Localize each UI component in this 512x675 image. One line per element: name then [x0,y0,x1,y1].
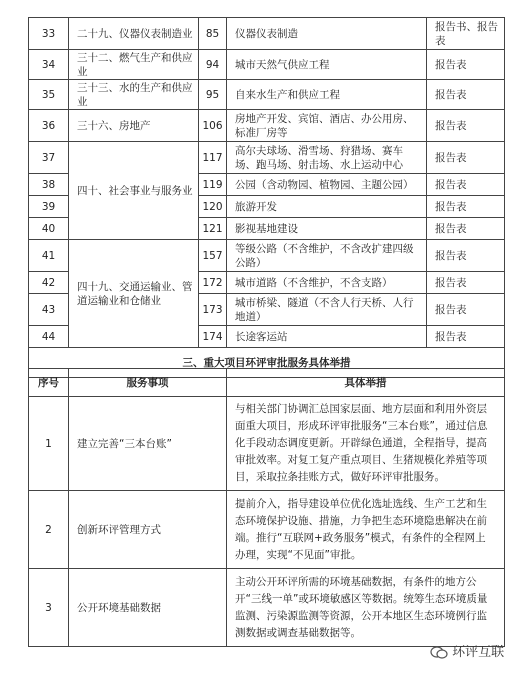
category-code: 174 [199,326,227,348]
document-type: 报告表 [427,294,505,326]
table-row [29,110,505,142]
wechat-icon [430,646,448,659]
project-type: 高尔夫球场、滑雪场、狩猎场、赛车场、跑马场、射击场、水上运动中心 [227,142,427,174]
sector-name: 三十六、房地产 [69,110,199,142]
service-item: 公开环境基础数据 [69,569,227,647]
row-number: 35 [29,80,69,110]
document-type: 报告表 [427,218,505,240]
row-number: 40 [29,218,69,240]
sector-name: 三十二、燃气生产和供应业 [69,50,199,80]
service-item: 建立完善“三本台账” [69,397,227,491]
row-number: 33 [29,18,69,50]
category-code: 85 [199,18,227,50]
row-number: 2 [29,491,69,569]
table-row [29,18,505,50]
project-type: 城市道路（不含维护，不含支路） [227,272,427,294]
document-type: 报告表 [427,110,505,142]
project-type: 城市天然气供应工程 [227,50,427,80]
category-code: 121 [199,218,227,240]
document-type: 报告表 [427,80,505,110]
table-row [29,142,505,174]
header-measure: 具体举措 [227,369,505,397]
category-code: 117 [199,142,227,174]
measure-text: 与相关部门协调汇总国家层面、地方层面和利用外资层面重大项目，形成环评审批服务“三本台账”，通过信息化手段动态调度更新。开辟绿色通道，全程指导，提高审批效率。对复工复产重点项目、生猪规模化养殖等项目，采取拉条挂账方式，做好环评审批服务。 [227,397,505,491]
category-code: 173 [199,294,227,326]
sector-name: 四十九、交通运输业、管道运输业和仓储业 [69,240,199,348]
row-number: 36 [29,110,69,142]
project-type: 影视基地建设 [227,218,427,240]
table-row [29,80,505,110]
row-number: 44 [29,326,69,348]
row-number: 3 [29,569,69,647]
row-number: 1 [29,397,69,491]
table-row [29,397,505,491]
section-title: 三、重大项目环评审批服务具体举措 [29,348,505,378]
document-type: 报告表 [427,326,505,348]
project-type: 房地产开发、宾馆、酒店、办公用房、标准厂房等 [227,110,427,142]
row-number: 39 [29,196,69,218]
category-code: 94 [199,50,227,80]
service-item: 创新环评管理方式 [69,491,227,569]
sector-name: 三十三、水的生产和供应业 [69,80,199,110]
table-row [29,50,505,80]
document-type: 报告表 [427,272,505,294]
row-number: 38 [29,174,69,196]
category-code: 157 [199,240,227,272]
project-type: 公园（含动物园、植物园、主题公园） [227,174,427,196]
category-code: 119 [199,174,227,196]
row-number: 43 [29,294,69,326]
document-type: 报告书、报告表 [427,18,505,50]
row-number: 42 [29,272,69,294]
header-no: 序号 [29,369,69,397]
table-row [29,491,505,569]
document-type: 报告表 [427,142,505,174]
project-type: 自来水生产和供应工程 [227,80,427,110]
document-type: 报告表 [427,196,505,218]
table-row [29,569,505,647]
measure-text: 主动公开环评所需的环境基础数据，有条件的地方公开“三线一单”或环境敏感区等数据。统筹生态环境质量监测、污染源监测等资源，公开本地区生态环境例行监测数据或调查基础数据等。 [227,569,505,647]
category-code: 172 [199,272,227,294]
table-row [29,240,505,272]
project-type: 等级公路（不含维护，不含改扩建四级公路） [227,240,427,272]
row-number: 34 [29,50,69,80]
project-type: 城市桥梁、隧道（不含人行天桥、人行地道） [227,294,427,326]
watermark-text: 环评互联 [452,645,505,660]
project-type: 仪器仪表制造 [227,18,427,50]
project-category-table [28,17,505,378]
category-code: 106 [199,110,227,142]
header-row [29,369,505,397]
document-type: 报告表 [427,240,505,272]
watermark [430,641,504,660]
document-type: 报告表 [427,174,505,196]
project-type: 旅游开发 [227,196,427,218]
category-code: 120 [199,196,227,218]
measure-text: 提前介入，指导建设单位优化选址选线、生产工艺和生态环境保护设施、措施，力争把生态环境隐患解决在前端。推行“互联网+政务服务”模式，有条件的全程网上办理，实现“不见面”审批。 [227,491,505,569]
sector-name: 四十、社会事业与服务业 [69,142,199,240]
measures-table [28,368,505,647]
category-code: 95 [199,80,227,110]
header-service: 服务事项 [69,369,227,397]
row-number: 37 [29,142,69,174]
project-type: 长途客运站 [227,326,427,348]
sector-name: 二十九、仪器仪表制造业 [69,18,199,50]
document-type: 报告表 [427,50,505,80]
row-number: 41 [29,240,69,272]
